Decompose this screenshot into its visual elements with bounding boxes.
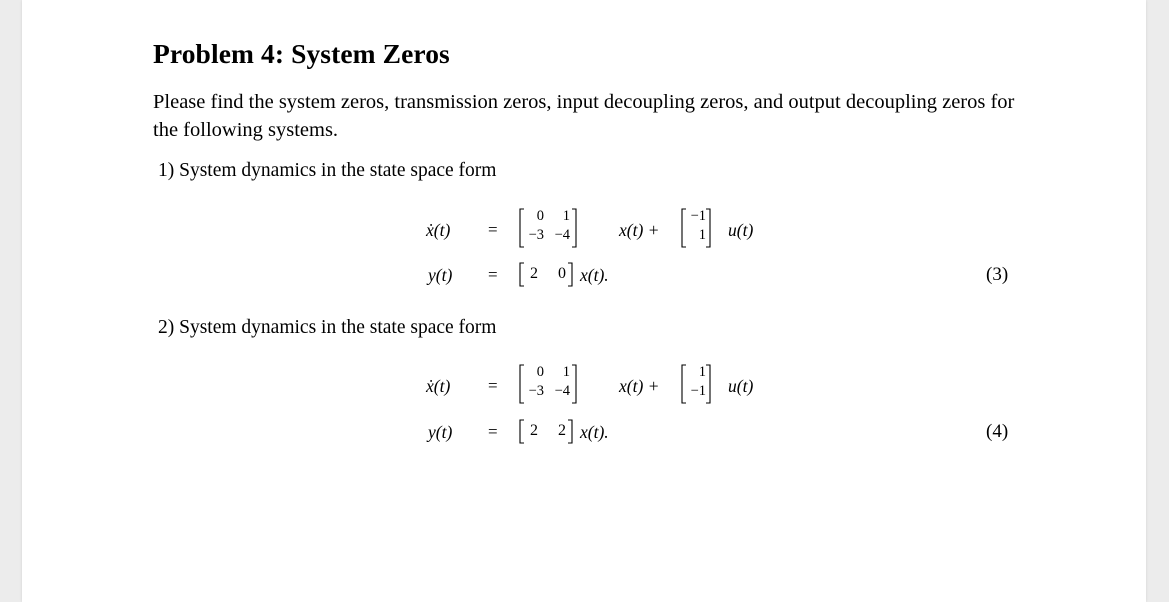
system-2-matrix-c <box>518 419 576 445</box>
system-2-equals-1: = <box>488 376 498 395</box>
matrix-c-cell-2: 2 <box>558 422 566 439</box>
document-page <box>22 0 1146 602</box>
system-1-label: 1) System dynamics in the state space form <box>158 160 497 181</box>
matrix-a-cell-11: 0 <box>536 364 544 380</box>
matrix-c-cell-1: 2 <box>530 422 538 439</box>
system-1-matrix-a <box>518 208 578 246</box>
system-1-u: u(t) <box>728 220 754 240</box>
equation-number-3: (3) <box>986 264 1009 285</box>
system-1-equals-2: = <box>488 265 498 284</box>
matrix-c-cell-2: 0 <box>558 265 566 282</box>
matrix-a-cell-21: −3 <box>528 383 544 399</box>
matrix-a-cell-22: −4 <box>554 227 570 243</box>
system-2-x-plus: x(t) + <box>619 376 660 396</box>
system-2-equals-2: = <box>488 422 498 441</box>
system-1-x-plus: x(t) + <box>619 220 660 240</box>
vector-b-cell-1: 1 <box>698 364 706 380</box>
vector-b-cell-2: −1 <box>690 383 706 399</box>
system-2-matrix-a <box>518 364 578 402</box>
matrix-a-cell-12: 1 <box>562 208 570 224</box>
system-2-cx-tail: x(t). <box>580 422 609 442</box>
vector-b-cell-2: 1 <box>698 227 706 243</box>
system-1-lhs-xdot: ẋ(t) <box>426 220 451 240</box>
problem-title: Problem 4: System Zeros <box>153 38 450 69</box>
matrix-c-cell-1: 2 <box>530 265 538 282</box>
equation-number-4: (4) <box>986 421 1009 442</box>
system-2-u: u(t) <box>728 376 754 396</box>
system-1-lhs-y: y(t) <box>428 265 453 285</box>
system-1-vector-b <box>680 208 712 246</box>
matrix-a-cell-22: −4 <box>554 383 570 399</box>
vector-b-cell-1: −1 <box>690 208 706 224</box>
system-1-matrix-c <box>518 262 576 288</box>
system-1-cx-tail: x(t). <box>580 265 609 285</box>
matrix-a-cell-21: −3 <box>528 227 544 243</box>
system-2-lhs-xdot: ẋ(t) <box>426 376 451 396</box>
system-2-vector-b <box>680 364 712 402</box>
problem-statement: Please find the system zeros, transmission zeros, input decoupling zeros, and output decoupling zeros for the following systems. <box>153 91 1015 141</box>
system-2-label: 2) System dynamics in the state space form <box>158 317 497 338</box>
system-2-lhs-y: y(t) <box>428 422 453 442</box>
system-1-equals-1: = <box>488 220 498 239</box>
matrix-a-cell-12: 1 <box>562 364 570 380</box>
matrix-a-cell-11: 0 <box>536 208 544 224</box>
